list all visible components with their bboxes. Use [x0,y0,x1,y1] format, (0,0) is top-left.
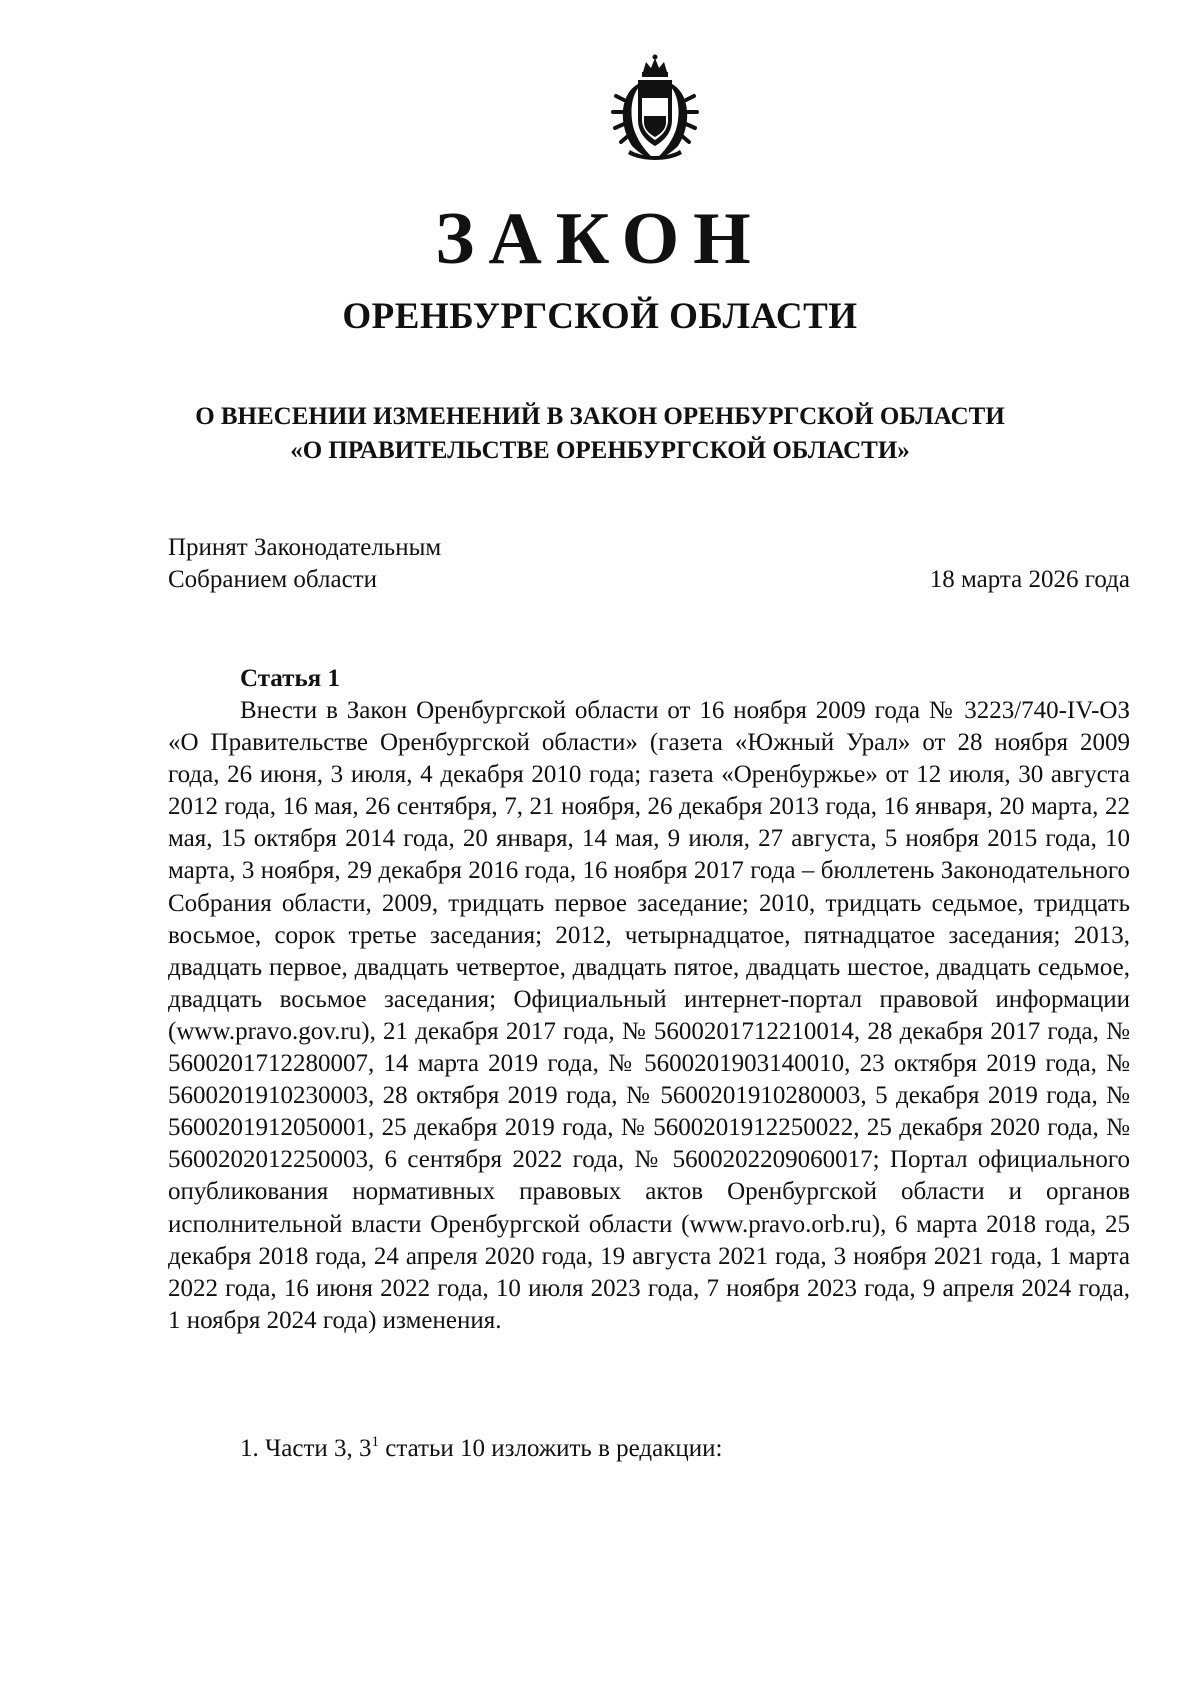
item-1-text-start: 1. Части 3, 3 [240,1435,372,1462]
law-subject-line-2: «О ПРАВИТЕЛЬСТВЕ ОРЕНБУРГСКОЙ ОБЛАСТИ» [290,437,910,464]
article-body [168,695,1130,1337]
adoption-note [168,532,441,596]
item-1-text-end: статьи 10 изложить в редакции: [379,1435,723,1462]
article-heading: Статья 1 [240,665,340,692]
document-region: ОРЕНБУРГСКОЙ ОБЛАСТИ [342,296,858,337]
adoption-date: 18 марта 2026 года [929,566,1130,593]
adoption-line-2: Собранием области [168,566,377,593]
article-item-1 [240,1433,722,1465]
article-paragraph: Внести в Закон Оренбургской области от 16 ноября 2009 года № 3223/740-IV-ОЗ «О Правительстве Оренбургской области» (газета «Южный Урал» от 28 ноября 2009 года, 26 июня, 3 июля, 4 декабря 2010 года; газета «Оренбуржье» от 12 июля, 30 августа 2012 года, 16 мая, 26 сентября, 7, 21 ноября, 26 декабря 2013 года, 16 января, 20 марта, 22 мая, 15 октября 2014 года, 20 января, 14 мая, 9 июля, 27 августа, 5 ноября 2015 года, 10 марта, 3 ноября, 29 декабря 2016 года, 16 ноября 2017 года – бюллетень Законодательного Собрания области, 2009, тридцать первое заседание; 2010, тридцать седьмое, тридцать восьмое, сорок третье заседания; 2012, четырнадцатое, пятнадцатое заседания; 2013, двадцать первое, двадцать четвертое, двадцать пятое, двадцать шестое, двадцать седьмое, двадцать восьмое заседания; Официальный интернет-портал правовой информации (www.pravo.gov.ru), 21 декабря 2017 года, № 5600201712210014, 28 декабря 2017 года, № 5600201712280007, 14 марта 2019 года, № 5600201903140010, 23 октября 2019 года, № 5600201910230003, 28 октября 2019 года, № 5600201910280003, 5 декабря 2019 года, № 5600201912050001, 25 декабря 2019 года, № 5600201912250022, 25 декабря 2020 года, № 5600202012250003, 6 сентября 2022 года, № 5600202209060017; Портал официального опубликования нормативных правовых актов Оренбургской области и органов исполнительной власти Оренбургской области (www.pravo.orb.ru), 6 марта 2018 года, 25 декабря 2018 года, 24 апреля 2020 года, 19 августа 2021 года, 3 ноября 2021 года, 1 марта 2022 года, 16 июня 2022 года, 10 июля 2023 года, 7 ноября 2023 года, 9 апреля 2024 года, 1 ноября 2024 года) изменения. [168,697,1130,1334]
item-1-superscript: 1 [371,1434,379,1450]
law-subject-line-1: О ВНЕСЕНИИ ИЗМЕНЕНИЙ В ЗАКОН ОРЕНБУРГСКОЙ ОБЛАСТИ [195,403,1005,430]
document-title: ЗАКОН [435,198,765,280]
law-subject-title [0,400,1200,468]
oblast-coat-of-arms-icon [610,54,700,162]
adoption-line-1: Принят Законодательным [168,534,442,561]
